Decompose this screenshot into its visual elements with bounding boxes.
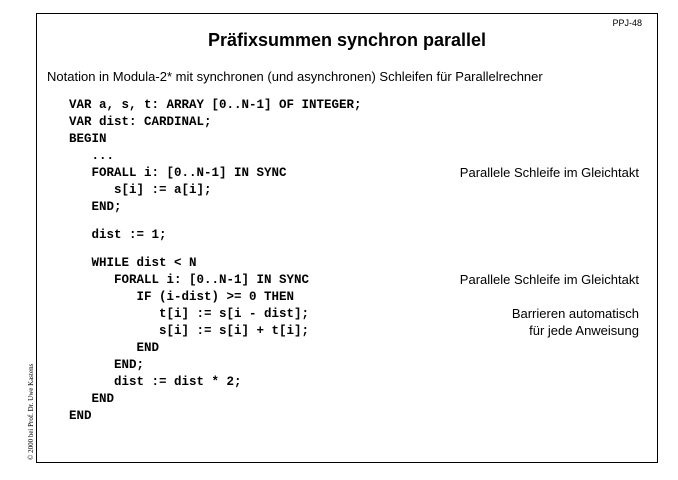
code-line: ... — [69, 149, 115, 163]
code-line: WHILE dist < N — [69, 256, 197, 270]
comment-barrier: Barrieren automatisch — [511, 306, 639, 321]
code-line: END — [69, 341, 160, 355]
code-line: VAR a, s, t: ARRAY [0..N-1] OF INTEGER; — [69, 98, 362, 112]
slide-frame — [36, 13, 658, 463]
slide-title: Präfixsummen synchron parallel — [207, 30, 487, 50]
slide-id: PPJ-48 — [612, 18, 642, 28]
code-line: dist := 1; — [69, 228, 167, 242]
copyright-notice: © 2000 bei Prof. Dr. Uwe Kastens — [27, 363, 35, 460]
code-line: END; — [69, 358, 145, 372]
code-line: IF (i-dist) >= 0 THEN — [69, 290, 295, 304]
code-line: END — [69, 392, 115, 406]
code-line: dist := dist * 2; — [69, 375, 242, 389]
code-line: END; — [69, 200, 122, 214]
code-line: s[i] := s[i] + t[i]; — [69, 324, 310, 338]
comment-sync-loop: Parallele Schleife im Gleichtakt — [459, 272, 639, 287]
intro-text: Notation in Modula-2* mit synchronen (und asynchronen) Schleifen für Parallelrechner — [47, 69, 543, 84]
comment-sync-loop: Parallele Schleife im Gleichtakt — [459, 165, 639, 180]
comment-barrier: für jede Anweisung — [529, 323, 639, 338]
code-line: FORALL i: [0..N-1] IN SYNC — [69, 166, 287, 180]
code-line: s[i] := a[i]; — [69, 183, 212, 197]
code-line: BEGIN — [69, 132, 107, 146]
code-line: VAR dist: CARDINAL; — [69, 115, 212, 129]
code-line: END — [69, 409, 92, 423]
code-line: t[i] := s[i - dist]; — [69, 307, 310, 321]
code-line: FORALL i: [0..N-1] IN SYNC — [69, 273, 310, 287]
